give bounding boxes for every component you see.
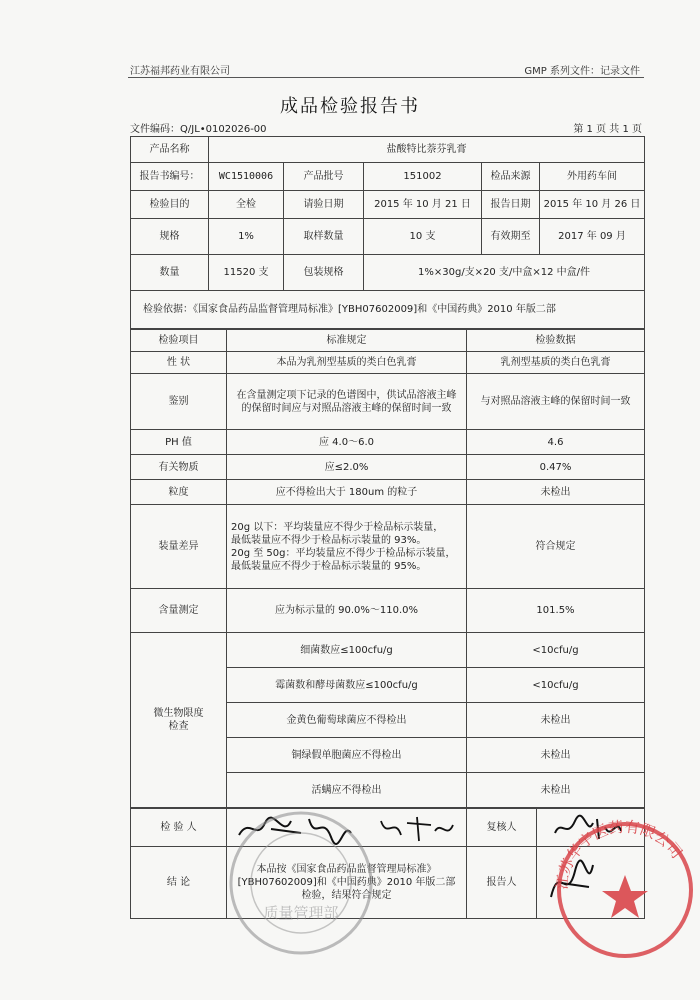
test-standard: 在含量测定项下记录的色谱图中，供试品溶液主峰的保留时间应与对照品溶液主峰的保留时间一致 bbox=[227, 374, 467, 430]
micro-data: <10cfu/g bbox=[467, 633, 645, 668]
micro-data: 未检出 bbox=[467, 738, 645, 773]
reporter-label: 报告人 bbox=[467, 847, 537, 919]
test-standard: 应 4.0～6.0 bbox=[227, 430, 467, 455]
test-standard bbox=[227, 505, 467, 589]
company-seal-stamp-icon bbox=[545, 805, 695, 970]
product-name-label: 产品名称 bbox=[131, 137, 209, 163]
source-label: 检品来源 bbox=[482, 163, 540, 191]
request-date-label: 请验日期 bbox=[284, 191, 364, 219]
company-name: 江苏福邦药业有限公司 bbox=[130, 66, 230, 77]
document-series: GMP 系列文件：记录文件 bbox=[524, 66, 640, 77]
batch-label: 产品批号 bbox=[284, 163, 364, 191]
test-item: 装量差异 bbox=[131, 505, 227, 589]
test-results-table bbox=[130, 329, 645, 808]
inspection-report-sheet bbox=[130, 136, 644, 919]
table-row bbox=[131, 505, 645, 589]
col-data-header: 检验数据 bbox=[467, 330, 645, 352]
col-standard-header: 标准规定 bbox=[227, 330, 467, 352]
batch-value: 151002 bbox=[364, 163, 482, 191]
standard-line: 最低装量应不得少于检品标示装量的 93%。 bbox=[231, 534, 427, 546]
report-no-label: 报告书编号： bbox=[131, 163, 209, 191]
sample-qty-label: 取样数量 bbox=[284, 219, 364, 255]
reviewer-label: 复核人 bbox=[467, 809, 537, 847]
table-row bbox=[131, 480, 645, 505]
inspector-label: 检 验 人 bbox=[131, 809, 227, 847]
conclusion-text: 本品按《国家食品药品监督管理局标准》[YBH07602009]和《中国药典》2010 年版二部检验，结果符合规定 bbox=[227, 847, 467, 919]
micro-standard: 金黄色葡萄球菌应不得检出 bbox=[227, 703, 467, 738]
packing-value: 1%×30g/支×20 支/中盒×12 中盒/件 bbox=[364, 255, 645, 291]
test-item: PH 值 bbox=[131, 430, 227, 455]
test-standard: 应≤2.0% bbox=[227, 455, 467, 480]
product-info-table bbox=[130, 136, 645, 329]
table-row bbox=[131, 374, 645, 430]
inspection-basis: 检验依据：《国家食品药品监督管理局标准》[YBH07602009]和《中国药典》2010 年版二部 bbox=[131, 291, 645, 329]
table-row bbox=[131, 589, 645, 633]
quantity-value: 11520 支 bbox=[209, 255, 284, 291]
test-item: 有关物质 bbox=[131, 455, 227, 480]
micro-standard: 活螨应不得检出 bbox=[227, 773, 467, 808]
quantity-label: 数量 bbox=[131, 255, 209, 291]
file-number: 文件编码：Q/JL•0102026-00 bbox=[130, 124, 267, 135]
qa-seal-stamp-icon bbox=[226, 808, 376, 958]
standard-line: 20g 以下：平均装量应不得少于检品标示装量， bbox=[231, 521, 444, 533]
test-standard: 应不得检出大于 180um 的粒子 bbox=[227, 480, 467, 505]
table-row bbox=[131, 352, 645, 374]
report-date-label: 报告日期 bbox=[482, 191, 540, 219]
micro-data: 未检出 bbox=[467, 773, 645, 808]
spec-label: 规格 bbox=[131, 219, 209, 255]
test-standard: 本品为乳剂型基质的类白色乳膏 bbox=[227, 352, 467, 374]
col-item-header: 检验项目 bbox=[131, 330, 227, 352]
test-data: 0.47% bbox=[467, 455, 645, 480]
test-item: 鉴别 bbox=[131, 374, 227, 430]
micro-standard: 铜绿假单胞菌应不得检出 bbox=[227, 738, 467, 773]
request-date-value: 2015 年 10 月 21 日 bbox=[364, 191, 482, 219]
test-standard: 应为标示量的 90.0%～110.0% bbox=[227, 589, 467, 633]
test-data: 乳剂型基质的类白色乳膏 bbox=[467, 352, 645, 374]
expiry-label: 有效期至 bbox=[482, 219, 540, 255]
purpose-value: 全检 bbox=[209, 191, 284, 219]
page-info: 第 1 页 共 1 页 bbox=[573, 124, 642, 135]
spec-value: 1% bbox=[209, 219, 284, 255]
standard-line: 最低装量应不得少于检品标示装量的 95%。 bbox=[231, 560, 427, 572]
source-value: 外用药车间 bbox=[540, 163, 645, 191]
test-item: 性 状 bbox=[131, 352, 227, 374]
test-item: 粒度 bbox=[131, 480, 227, 505]
product-name-value: 盐酸特比萘芬乳膏 bbox=[209, 137, 645, 163]
micro-item: 微生物限度检查 bbox=[131, 633, 227, 808]
test-data: 4.6 bbox=[467, 430, 645, 455]
conclusion-label: 结 论 bbox=[131, 847, 227, 919]
expiry-value: 2017 年 09 月 bbox=[540, 219, 645, 255]
report-no-value: WC1510006 bbox=[209, 163, 284, 191]
table-row bbox=[131, 430, 645, 455]
micro-data: 未检出 bbox=[467, 703, 645, 738]
test-data: 101.5% bbox=[467, 589, 645, 633]
packing-label: 包装规格 bbox=[284, 255, 364, 291]
svg-text:江苏华宇医药有限公司: 江苏华宇医药有限公司 bbox=[552, 817, 686, 891]
test-data: 未检出 bbox=[467, 480, 645, 505]
report-title: 成品检验报告书 bbox=[280, 96, 420, 117]
standard-line: 20g 至 50g：平均装量应不得少于检品标示装量， bbox=[231, 547, 456, 559]
test-item: 含量测定 bbox=[131, 589, 227, 633]
svg-text:质量管理部: 质量管理部 bbox=[263, 904, 339, 922]
sample-qty-value: 10 支 bbox=[364, 219, 482, 255]
table-row bbox=[131, 455, 645, 480]
test-data: 符合规定 bbox=[467, 505, 645, 589]
micro-data: <10cfu/g bbox=[467, 668, 645, 703]
header-divider bbox=[128, 77, 644, 78]
test-data: 与对照品溶液主峰的保留时间一致 bbox=[467, 374, 645, 430]
micro-standard: 细菌数应≤100cfu/g bbox=[227, 633, 467, 668]
purpose-label: 检验目的 bbox=[131, 191, 209, 219]
micro-standard: 霉菌数和酵母菌数应≤100cfu/g bbox=[227, 668, 467, 703]
report-date-value: 2015 年 10 月 26 日 bbox=[540, 191, 645, 219]
table-row bbox=[131, 633, 645, 668]
